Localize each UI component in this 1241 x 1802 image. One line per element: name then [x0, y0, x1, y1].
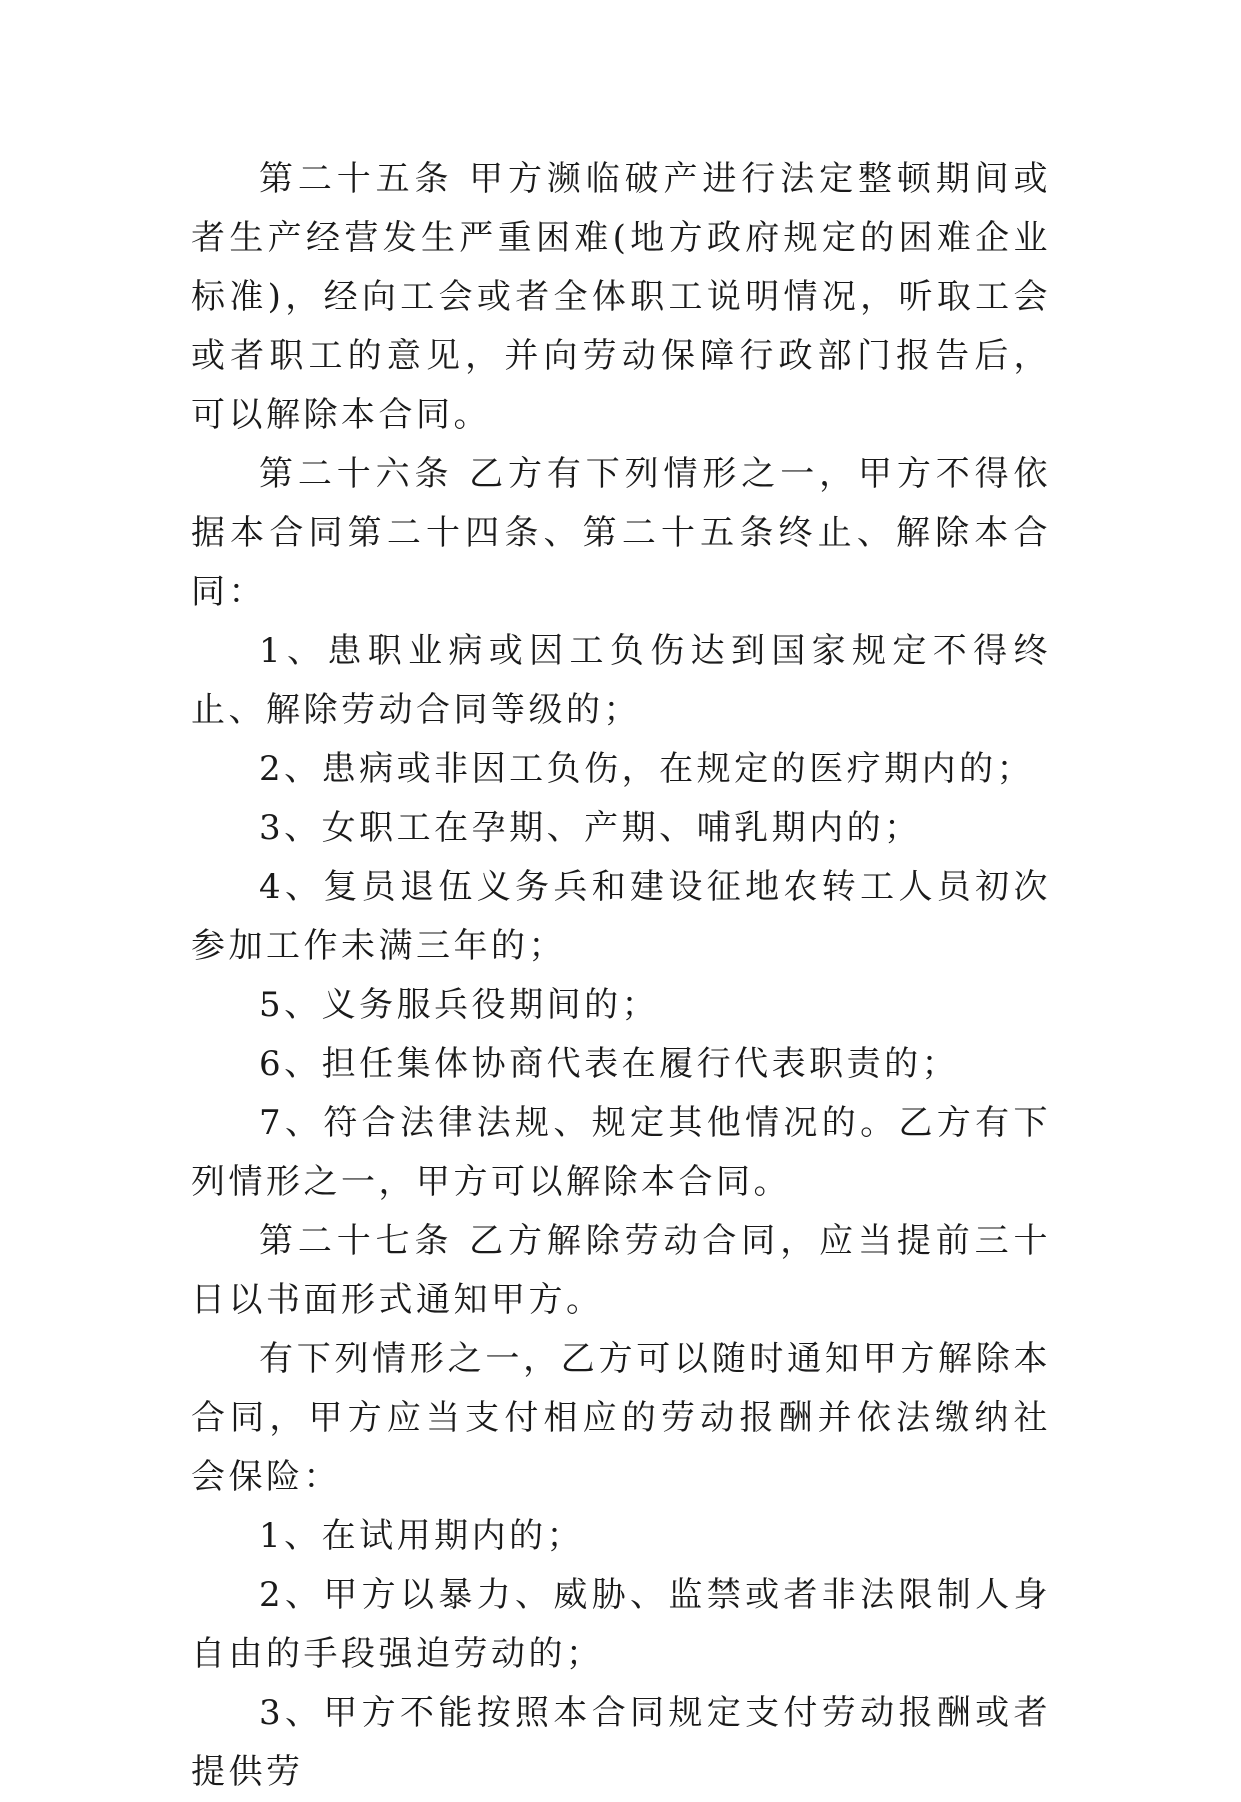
list-item: 6、担任集体协商代表在履行代表职责的； [259, 1044, 960, 1084]
list-item: 7、符合法律法规、规定其他情况的。乙方有下列情形之一，甲方可以解除本合同。 [191, 1103, 1051, 1202]
list-item: 1、在试用期内的； [259, 1516, 585, 1556]
list-item: 5、义务服兵役期间的； [259, 985, 660, 1025]
document-page [191, 150, 1051, 1802]
article-25-paragraph: 第二十五条 甲方濒临破产进行法定整顿期间或者生产经营发生严重困难(地方政府规定的困难企业标准)，经向工会或者全体职工说明情况，听取工会或者职工的意见，并向劳动保障行政部门报告后，可以解除本合同。 [191, 159, 1051, 435]
list-item: 4、复员退伍义务兵和建设征地农转工人员初次参加工作未满三年的； [191, 867, 1051, 966]
list-item: 2、甲方以暴力、威胁、监禁或者非法限制人身自由的手段强迫劳动的； [191, 1575, 1051, 1674]
list-item: 2、患病或非因工负伤，在规定的医疗期内的； [259, 749, 1035, 789]
list-item: 3、女职工在孕期、产期、哺乳期内的； [259, 808, 922, 848]
article-27-paragraph: 第二十七条 乙方解除劳动合同，应当提前三十日以书面形式通知甲方。 [191, 1221, 1051, 1320]
list-item: 1、患职业病或因工负伤达到国家规定不得终止、解除劳动合同等级的； [191, 631, 1051, 730]
list-item: 3、甲方不能按照本合同规定支付劳动报酬或者提供劳 [191, 1693, 1051, 1792]
article-26-paragraph: 第二十六条 乙方有下列情形之一，甲方不得依据本合同第二十四条、第二十五条终止、解除本合同： [191, 454, 1051, 612]
body-paragraph: 有下列情形之一，乙方可以随时通知甲方解除本合同，甲方应当支付相应的劳动报酬并依法缴纳社会保险： [191, 1339, 1051, 1497]
